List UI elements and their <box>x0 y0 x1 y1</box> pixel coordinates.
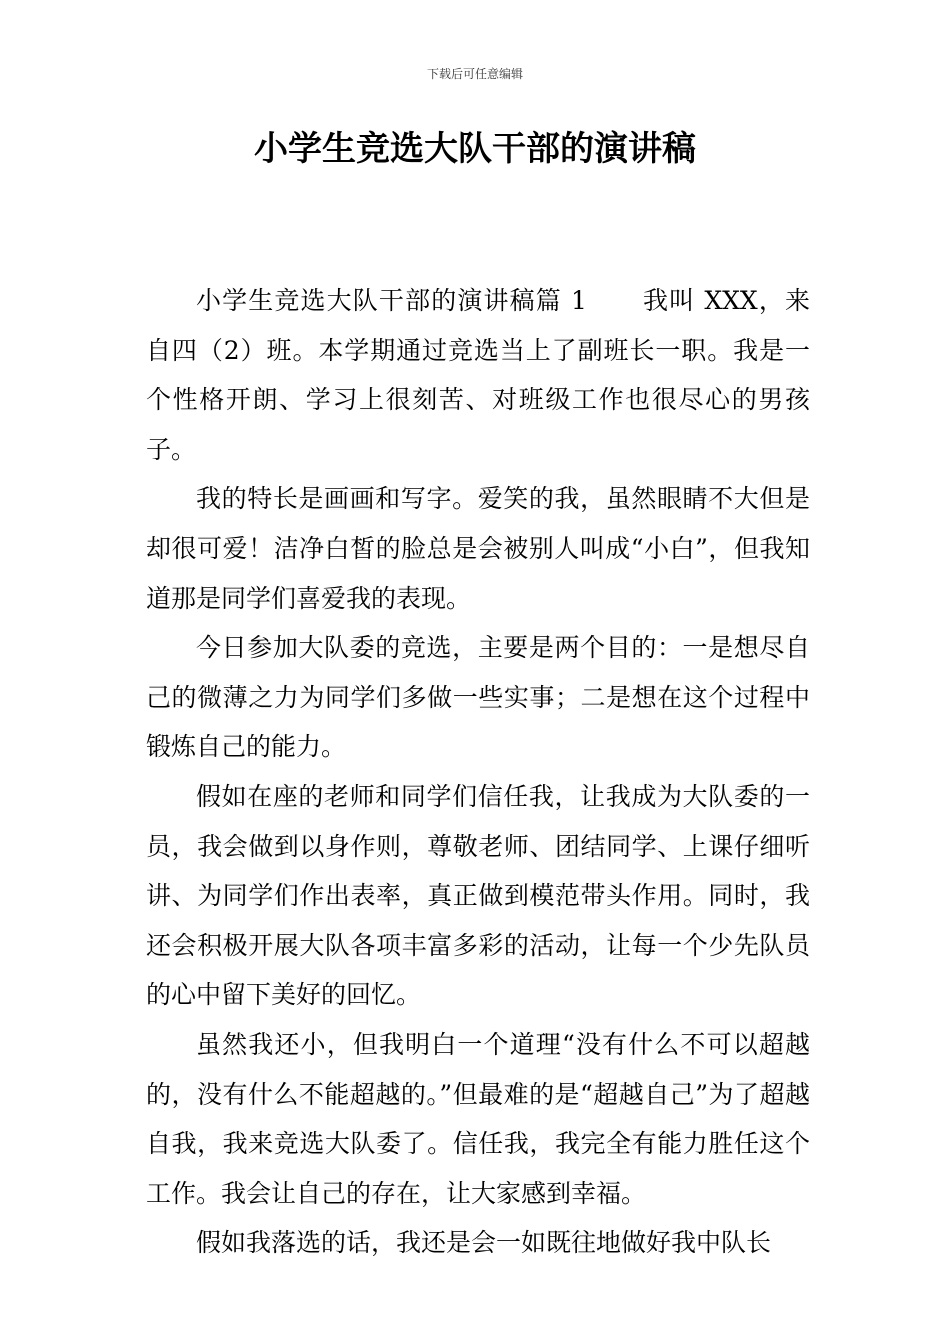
paragraph-5: 虽然我还小，但我明白一个道理“没有什么不可以超越的，没有什么不能超越的。”但最难的是“超越自己”为了超越自我，我来竞选大队委了。信任我，我完全有能力胜任这个工作。我会让自己的存在，让大家感到幸福。 <box>146 1029 810 1208</box>
paragraph-2: 我的特长是画画和写字。爱笑的我，虽然眼睛不大但是却很可爱！洁净白皙的脸总是会被别人叫成“小白”，但我知道那是同学们喜爱我的表现。 <box>146 484 810 613</box>
paragraph-3: 今日参加大队委的竞选，主要是两个目的：一是想尽自己的微薄之力为同学们多做一些实事；二是想在这个过程中锻炼自己的能力。 <box>146 633 810 762</box>
paragraph-4: 假如在座的老师和同学们信任我，让我成为大队委的一员，我会做到以身作则，尊敬老师、团结同学、上课仔细听讲、为同学们作出表率，真正做到模范带头作用。同时，我还会积极开展大队各项丰富多彩的活动，让每一个少先队员的心中留下美好的回忆。 <box>146 781 810 1010</box>
section-heading: 小学生竞选大队干部的演讲稿篇 1 <box>196 286 587 315</box>
header-note: 下载后可任意编辑 <box>426 67 523 81</box>
document-body <box>146 276 810 1268</box>
paragraph-6: 假如我落选的话，我还是会一如既往地做好我中队长 <box>196 1228 772 1258</box>
paragraph-1-text: 我叫 XXX，来自四（2）班。本学期通过竞选当上了副班长一职。我是一个性格开朗、学习上很刻苦、对班级工作也很尽心的男孩子。 <box>146 286 810 464</box>
document-title: 小学生竞选大队干部的演讲稿 <box>254 129 696 169</box>
paragraph-1 <box>146 276 810 474</box>
